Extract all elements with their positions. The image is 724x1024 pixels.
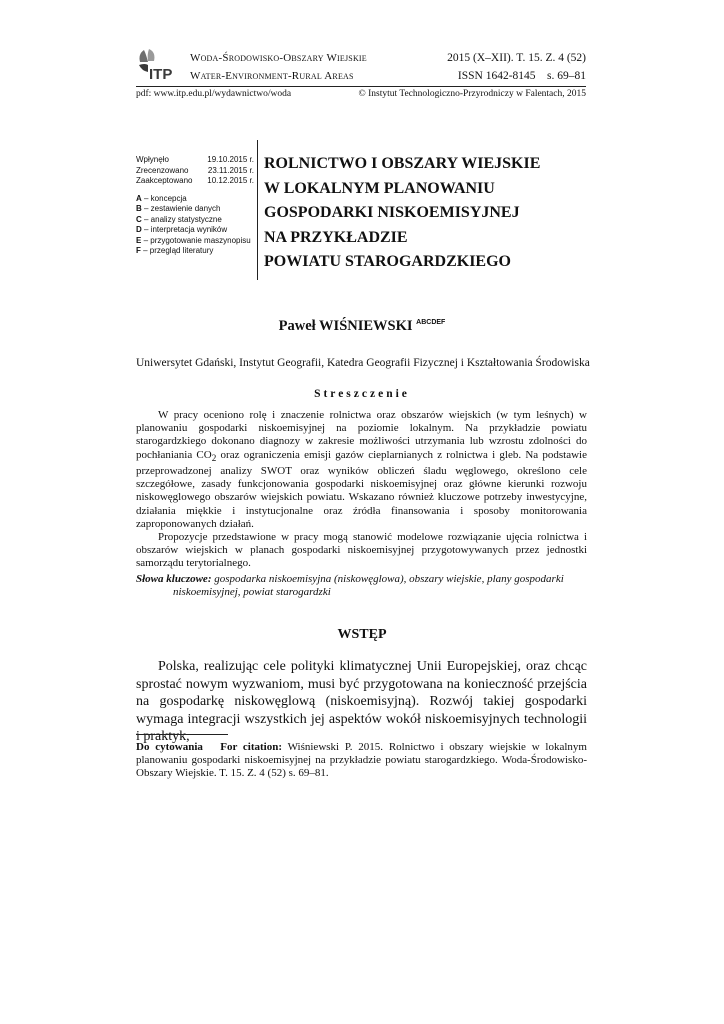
co2-subscript: 2 [211,452,217,463]
date-row [136,155,254,166]
logo-leaf-right [148,49,155,61]
contribution-text: – analizy statystyczne [141,214,222,224]
sidebar-divider [257,140,258,280]
keywords [136,573,587,599]
logo-text: ITP [149,66,173,83]
contribution-text: – koncepcja [141,193,187,203]
title-line: NA PRZYKŁADZIE [264,228,408,246]
author-name: Paweł WIŚNIEWSKI [278,318,413,334]
contribution-letter: E [136,235,142,245]
affiliation: Uniwersytet Gdański, Instytut Geografii, Katedra Geografii Fizycznej i Kształtowania Środowiska [136,357,590,369]
citation-note [136,741,587,781]
contribution-item [136,215,254,226]
date-value: 19.10.2015 r. [207,155,254,164]
keywords-text: gospodarka niskoemisyjna (niskowęglowa), obszary wiejskie, plany gospodarki [211,573,564,585]
contribution-item [136,246,254,257]
contribution-text: – przygotowanie maszynopisu [141,235,251,245]
contribution-item [136,204,254,215]
keywords-text-cont: niskoemisyjnej, powiat starogardzki [173,586,331,599]
contribution-letter: C [136,214,142,224]
title-line: W LOKALNYM PLANOWANIU [264,179,495,197]
article-sidebar [136,155,254,257]
contribution-letter: A [136,193,142,203]
contribution-text: – interpretacja wyników [141,225,228,234]
issn-pages: ISSN 1642-8145 s. 69–81 [457,70,586,82]
abstract-paragraph [136,409,587,531]
pdf-link[interactable]: pdf: www.itp.edu.pl/wydawnictwo/woda [136,89,292,99]
contribution-text: – przegląd literatury [140,246,214,255]
contribution-item [136,225,254,236]
contribution-letter: B [136,204,142,213]
author-line [0,318,724,335]
contribution-letter: F [136,246,141,255]
date-label: Zaakceptowano [136,176,193,185]
abstract-body [136,409,587,571]
abstract-heading: Streszczenie [314,388,410,400]
logo-leaf-bottom [139,64,148,72]
date-label: Wpłynęło [136,155,169,164]
article-title [264,152,594,275]
journal-title-pl: Woda-Środowisko-Obszary Wiejskie [190,52,367,64]
abstract-paragraph: Propozycje przedstawione w pracy mogą stanowić modelowe rozwiązanie ujęcia rolnictwa i obszarów wiejskich w planach gospodarki niskoemisyjnej przygotowywanych przez jednostki samorządu terytorialnego. [136,531,587,570]
issue-info: 2015 (X–XII). T. 15. Z. 4 (52) [447,52,586,64]
date-label: Zrecenzowano [136,165,189,175]
contribution-text: – zestawienie danych [141,204,221,213]
citation-text: Wiśniewski P. 2015. Rolnictwo i obszary wiejskie w lokalnym planowaniu gospodarki niskoemisyjnej na przykładzie powiatu starogardzkiego. Woda-Środowisko-Obszary Wiejskie. T. 15. Z. 4 (52) s. 69–81. [136,741,587,780]
title-line: ROLNICTWO I OBSZARY WIEJSKIE [264,155,541,172]
intro-heading: WSTĘP [337,627,387,642]
author-roles: ABCDEF [416,319,446,326]
date-row [136,166,254,177]
title-line: POWIATU STAROGARDZKIEGO [264,253,511,270]
footnote-rule [136,734,228,735]
itp-logo [136,48,182,84]
contribution-letter: D [136,225,142,234]
intro-body [136,658,587,746]
intro-paragraph: Polska, realizując cele polityki klimatycznej Unii Europejskiej, oraz chcąc sprostać nowym wyzwaniom, musi być przygotowana na konieczność przejścia na gospodarkę niskowęglową (niskoemisyjną). Rozwój takiej gospodarki wymaga integracji wszystkich jej aspektów wokół niskoemisyjnych technologii i praktyk, [136,659,587,744]
citation-label: Do cytowania For citation: [136,741,283,753]
contribution-item [136,236,254,247]
title-line: GOSPODARKI NISKOEMISYJNEJ [264,204,520,221]
abstract-text: oraz ograniczenia emisji gazów cieplarnianych z rolnictwa i gleb. Na podstawie przeprowadzonej analizy SWOT oraz wyników obliczeń śladu węglowego, określono cele szczegółowe, zasady funkcjonowania gospodarki niskoemisyjnej oraz główne kierunki rozwoju niskowęglowego obszarów wiejskich powiatu. Wskazano również kluczowe potrzeby inwestycyjne, działania miękkie i instytucjonalne oraz źródła finansowania i sposoby monitorowania zaproponowanych działań. [136,448,587,530]
date-value: 23.11.2015 r. [207,165,254,175]
abstract-text: W pracy oceniono rolę i znaczenie rolnictwa oraz obszarów wiejskich (w tym leśnych) w planowaniu gospodarki niskoemisyjnej na poziomie lokalnym. Na przykładzie powiatu starogardzkiego dokonano diagnozy w zakresie możliwości utrzymania lub wzrostu zdolności do pochłaniania CO [136,409,587,461]
logo-leaf-left [140,50,149,62]
date-row [136,176,254,187]
copyright: © Instytut Technologiczno-Przyrodniczy w Falentach, 2015 [358,89,586,99]
contributions-block [136,194,254,257]
date-value: 10.12.2015 r. [207,176,254,185]
dates-block [136,155,254,187]
contribution-item [136,194,254,205]
journal-title-en: Water-Environment-Rural Areas [190,70,354,82]
keywords-label: Słowa kluczowe: [136,573,212,585]
header-rule [136,86,586,87]
